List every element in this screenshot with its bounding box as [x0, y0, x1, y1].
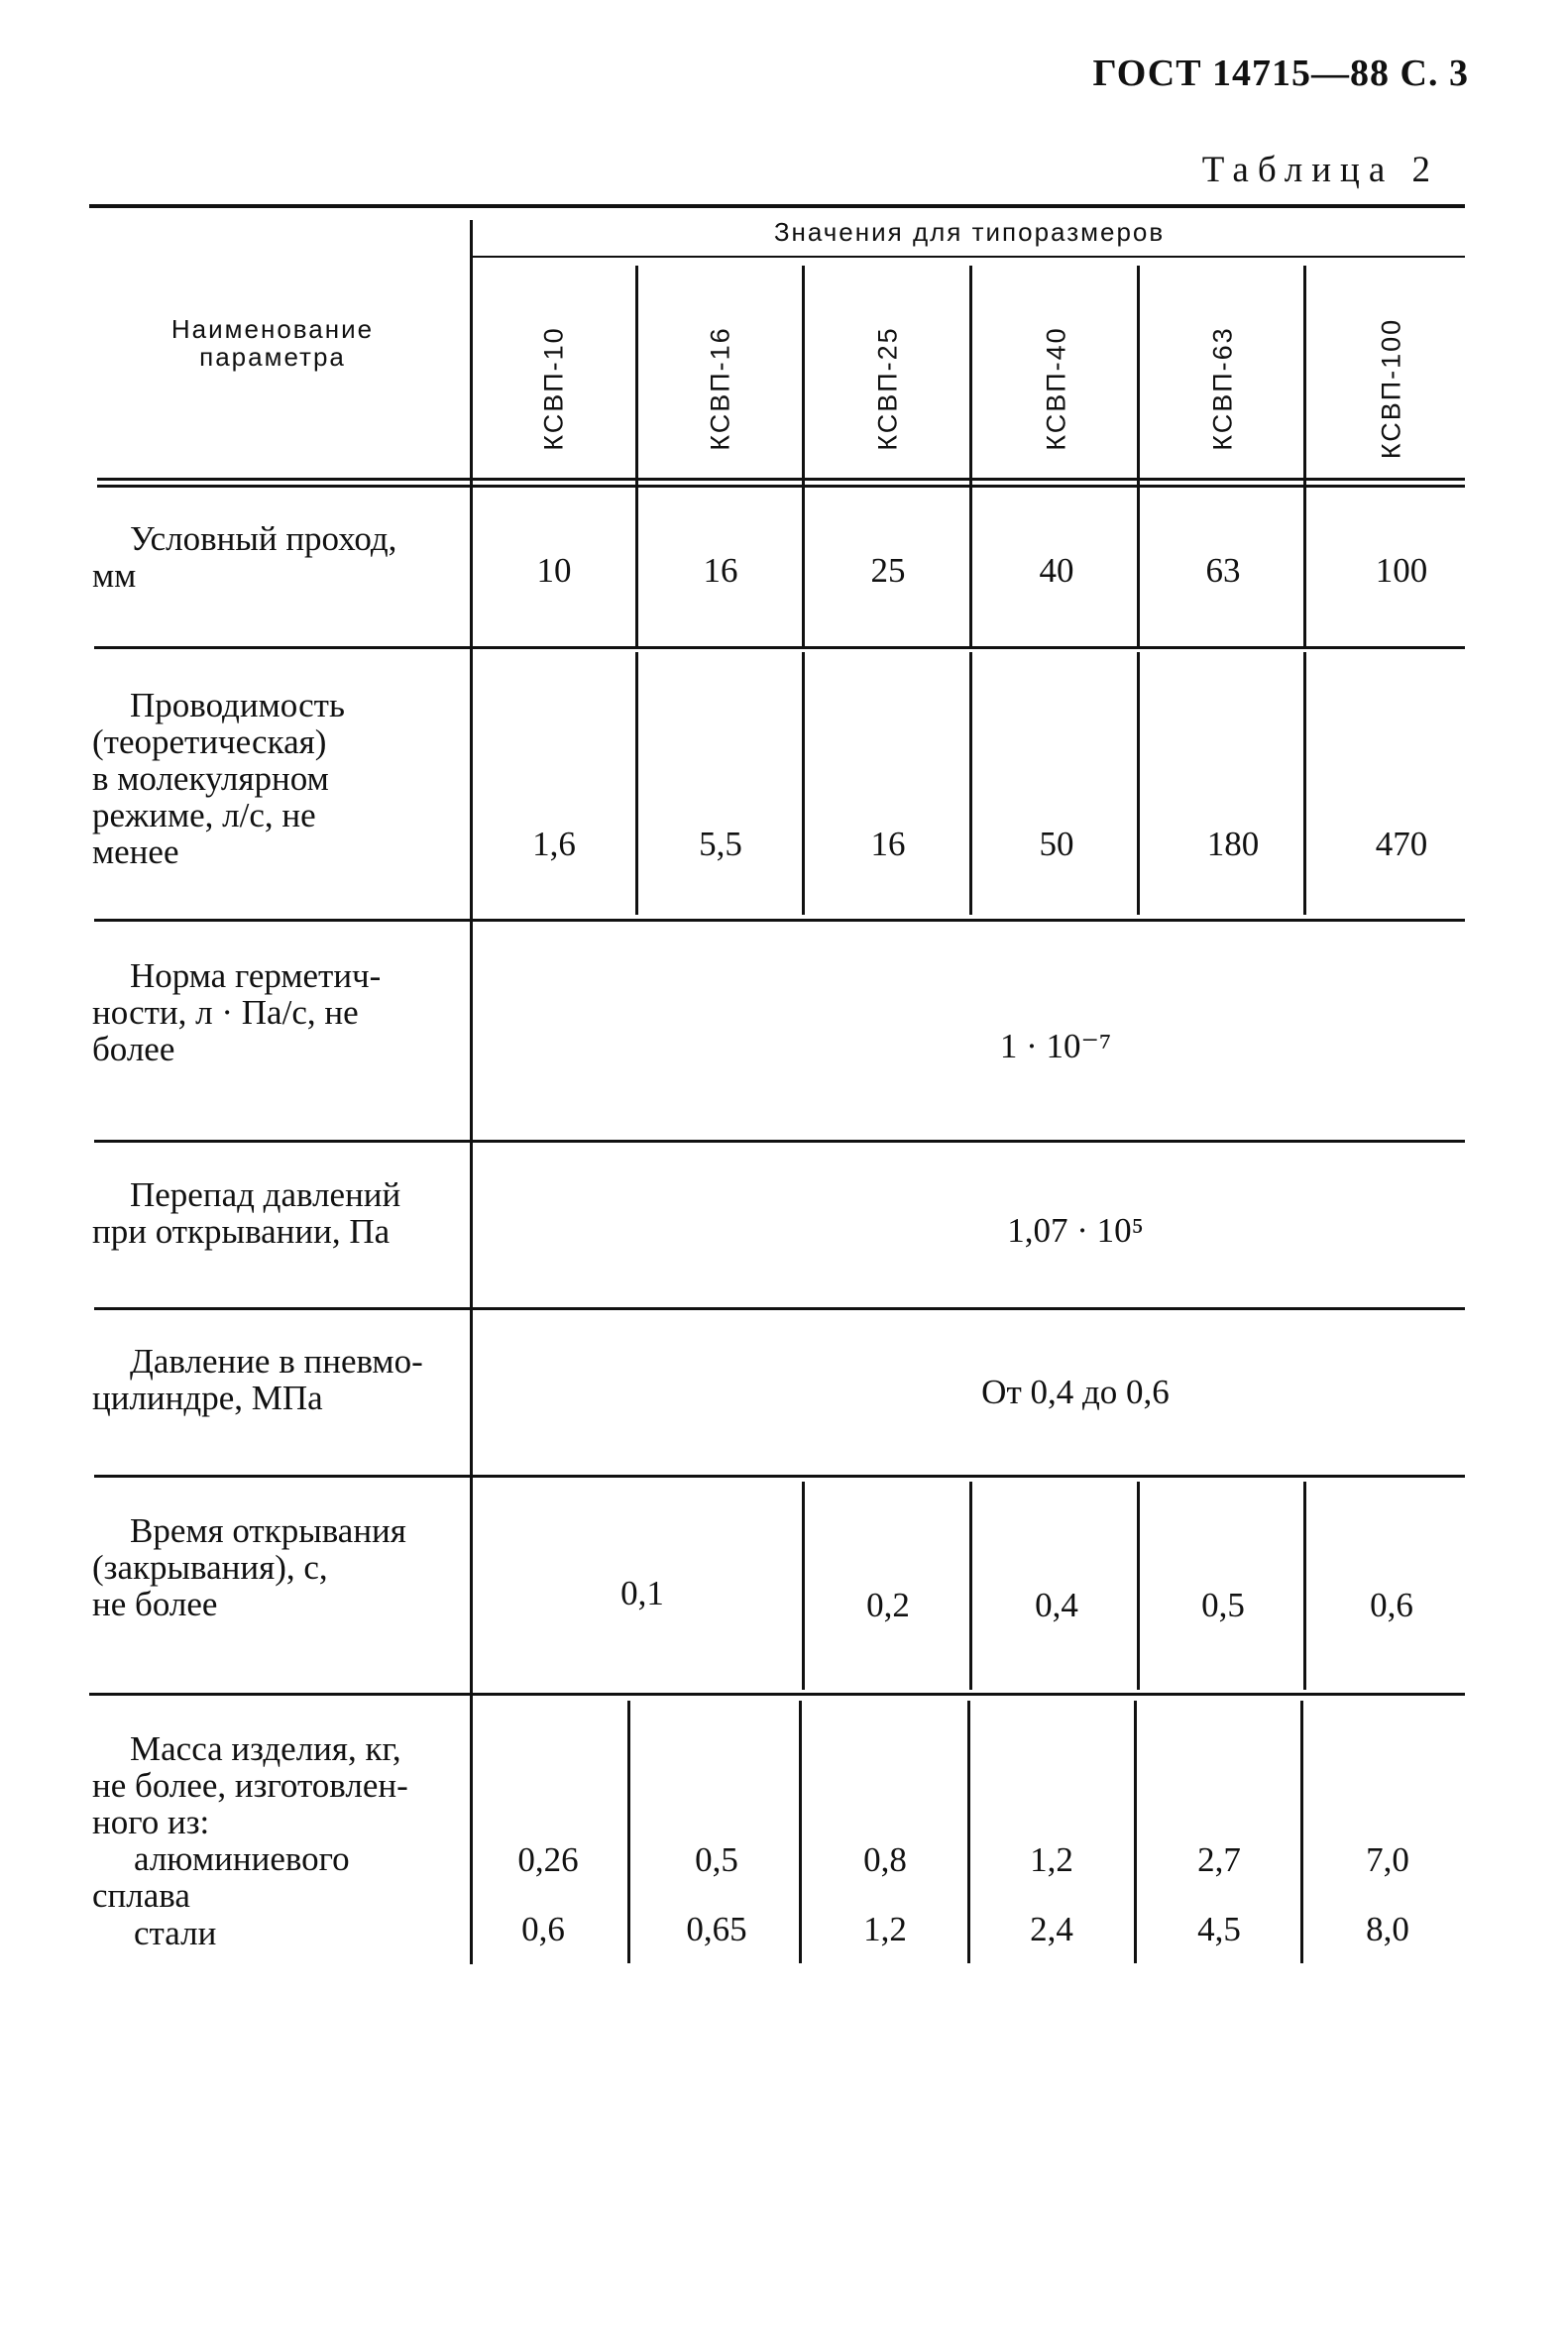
- rule-header-2: [97, 485, 1465, 488]
- cell: 0,8: [863, 1840, 907, 1879]
- cell-merged: От 0,4 до 0,6: [981, 1373, 1170, 1411]
- cell-merged: 0,1: [620, 1574, 664, 1612]
- vrule-col-4b: [1137, 652, 1140, 915]
- cell: 5,5: [699, 825, 742, 863]
- group-header: Значения для типоразмеров: [773, 217, 1166, 247]
- row-label-cylinder-pressure: Давление в пневмо- цилиндре, МПа: [92, 1342, 423, 1417]
- cell: 10: [536, 551, 572, 590]
- cell: 0,26: [517, 1840, 579, 1879]
- vrule-col-2: [802, 266, 805, 647]
- rule-group: [472, 256, 1465, 258]
- vrule-col-2c: [802, 1482, 805, 1690]
- type-header-3: КСВП-25: [872, 326, 903, 451]
- vrule-col-1c: [627, 1701, 630, 1963]
- cell: 180: [1206, 825, 1260, 863]
- type-header-2: КСВП-16: [705, 326, 735, 451]
- cell: 1,2: [863, 1910, 907, 1948]
- cell: 0,65: [686, 1910, 747, 1948]
- cell: 0,2: [866, 1586, 910, 1624]
- vrule-col-1: [635, 266, 638, 647]
- vrule-col-1b: [635, 652, 638, 915]
- row-label-tightness: Норма герметич- ности, л · Па/с, не более: [92, 956, 382, 1068]
- vrule-col-5: [1303, 266, 1306, 647]
- vrule-col-5c: [1303, 1482, 1306, 1690]
- type-header-6: КСВП-100: [1376, 317, 1406, 460]
- cell: 8,0: [1366, 1910, 1409, 1948]
- cell-merged: 1 · 10⁻⁷: [999, 1027, 1112, 1065]
- rule-row-4: [94, 1307, 1465, 1310]
- row-label-nominal-bore: Условный проход, мм: [92, 519, 397, 595]
- param-header-line-2: параметра: [199, 342, 346, 372]
- vrule-col-3: [969, 266, 972, 647]
- vrule-col-3d: [967, 1701, 970, 1963]
- rule-header-1: [97, 478, 1465, 481]
- vrule-col-3c: [969, 1482, 972, 1690]
- cell: 2,7: [1197, 1840, 1241, 1879]
- cell: 470: [1375, 825, 1428, 863]
- cell: 16: [703, 551, 738, 590]
- vrule-col-4: [1137, 266, 1140, 647]
- cell: 25: [870, 551, 906, 590]
- vrule-col-2d: [799, 1701, 802, 1963]
- type-header-4: КСВП-40: [1041, 326, 1071, 451]
- vrule-col-4c: [1137, 1482, 1140, 1690]
- cell: 50: [1039, 825, 1074, 863]
- sub-row-label-steel: стали: [134, 1914, 217, 1952]
- rule-row-6: [89, 1693, 1465, 1696]
- rule-row-5: [94, 1475, 1465, 1478]
- rule-row-2: [94, 919, 1465, 922]
- cell: 1,2: [1030, 1840, 1073, 1879]
- sub-row-label-aluminium: алюминиевого сплава: [92, 1839, 350, 1915]
- cell: 4,5: [1197, 1910, 1241, 1948]
- cell: 63: [1205, 551, 1241, 590]
- param-header: [171, 315, 374, 371]
- cell: 0,5: [1201, 1586, 1245, 1624]
- vrule-param: [470, 220, 473, 1964]
- cell: 2,4: [1030, 1910, 1073, 1948]
- cell: 0,5: [695, 1840, 738, 1879]
- row-label-conductance: Проводимость (теоретическая) в молекулярном режиме, л/с, не менее: [92, 686, 345, 871]
- cell-merged: 1,07 · 10⁵: [1007, 1211, 1144, 1250]
- cell: 0,6: [521, 1910, 565, 1948]
- row-label-mass: Масса изделия, кг, не более, изготовлен- ного из:: [92, 1729, 408, 1841]
- page-header: ГОСТ 14715—88 С. 3: [1092, 53, 1469, 94]
- rule-row-1: [94, 646, 1465, 649]
- row-label-pressure-drop: Перепад давлений при открывании, Па: [92, 1175, 401, 1251]
- cell: 0,6: [1370, 1586, 1413, 1624]
- vrule-col-5b: [1303, 652, 1306, 915]
- param-header-line-1: Наименование: [170, 314, 375, 344]
- cell: 40: [1039, 551, 1074, 590]
- vrule-col-4d: [1134, 1701, 1137, 1963]
- cell: 100: [1375, 551, 1428, 590]
- cell: 7,0: [1366, 1840, 1409, 1879]
- vrule-col-2b: [802, 652, 805, 915]
- rule-row-3: [94, 1140, 1465, 1143]
- cell: 16: [870, 825, 906, 863]
- vrule-col-5d: [1300, 1701, 1303, 1963]
- type-header-5: КСВП-63: [1207, 326, 1238, 451]
- table-caption: Таблица 2: [1201, 150, 1439, 190]
- cell: 0,4: [1035, 1586, 1078, 1624]
- vrule-col-3b: [969, 652, 972, 915]
- cell: 1,6: [532, 825, 576, 863]
- type-header-1: КСВП-10: [538, 326, 569, 451]
- row-label-opening-time: Время открывания (закрывания), с, не более: [92, 1511, 406, 1623]
- rule-top: [89, 204, 1465, 208]
